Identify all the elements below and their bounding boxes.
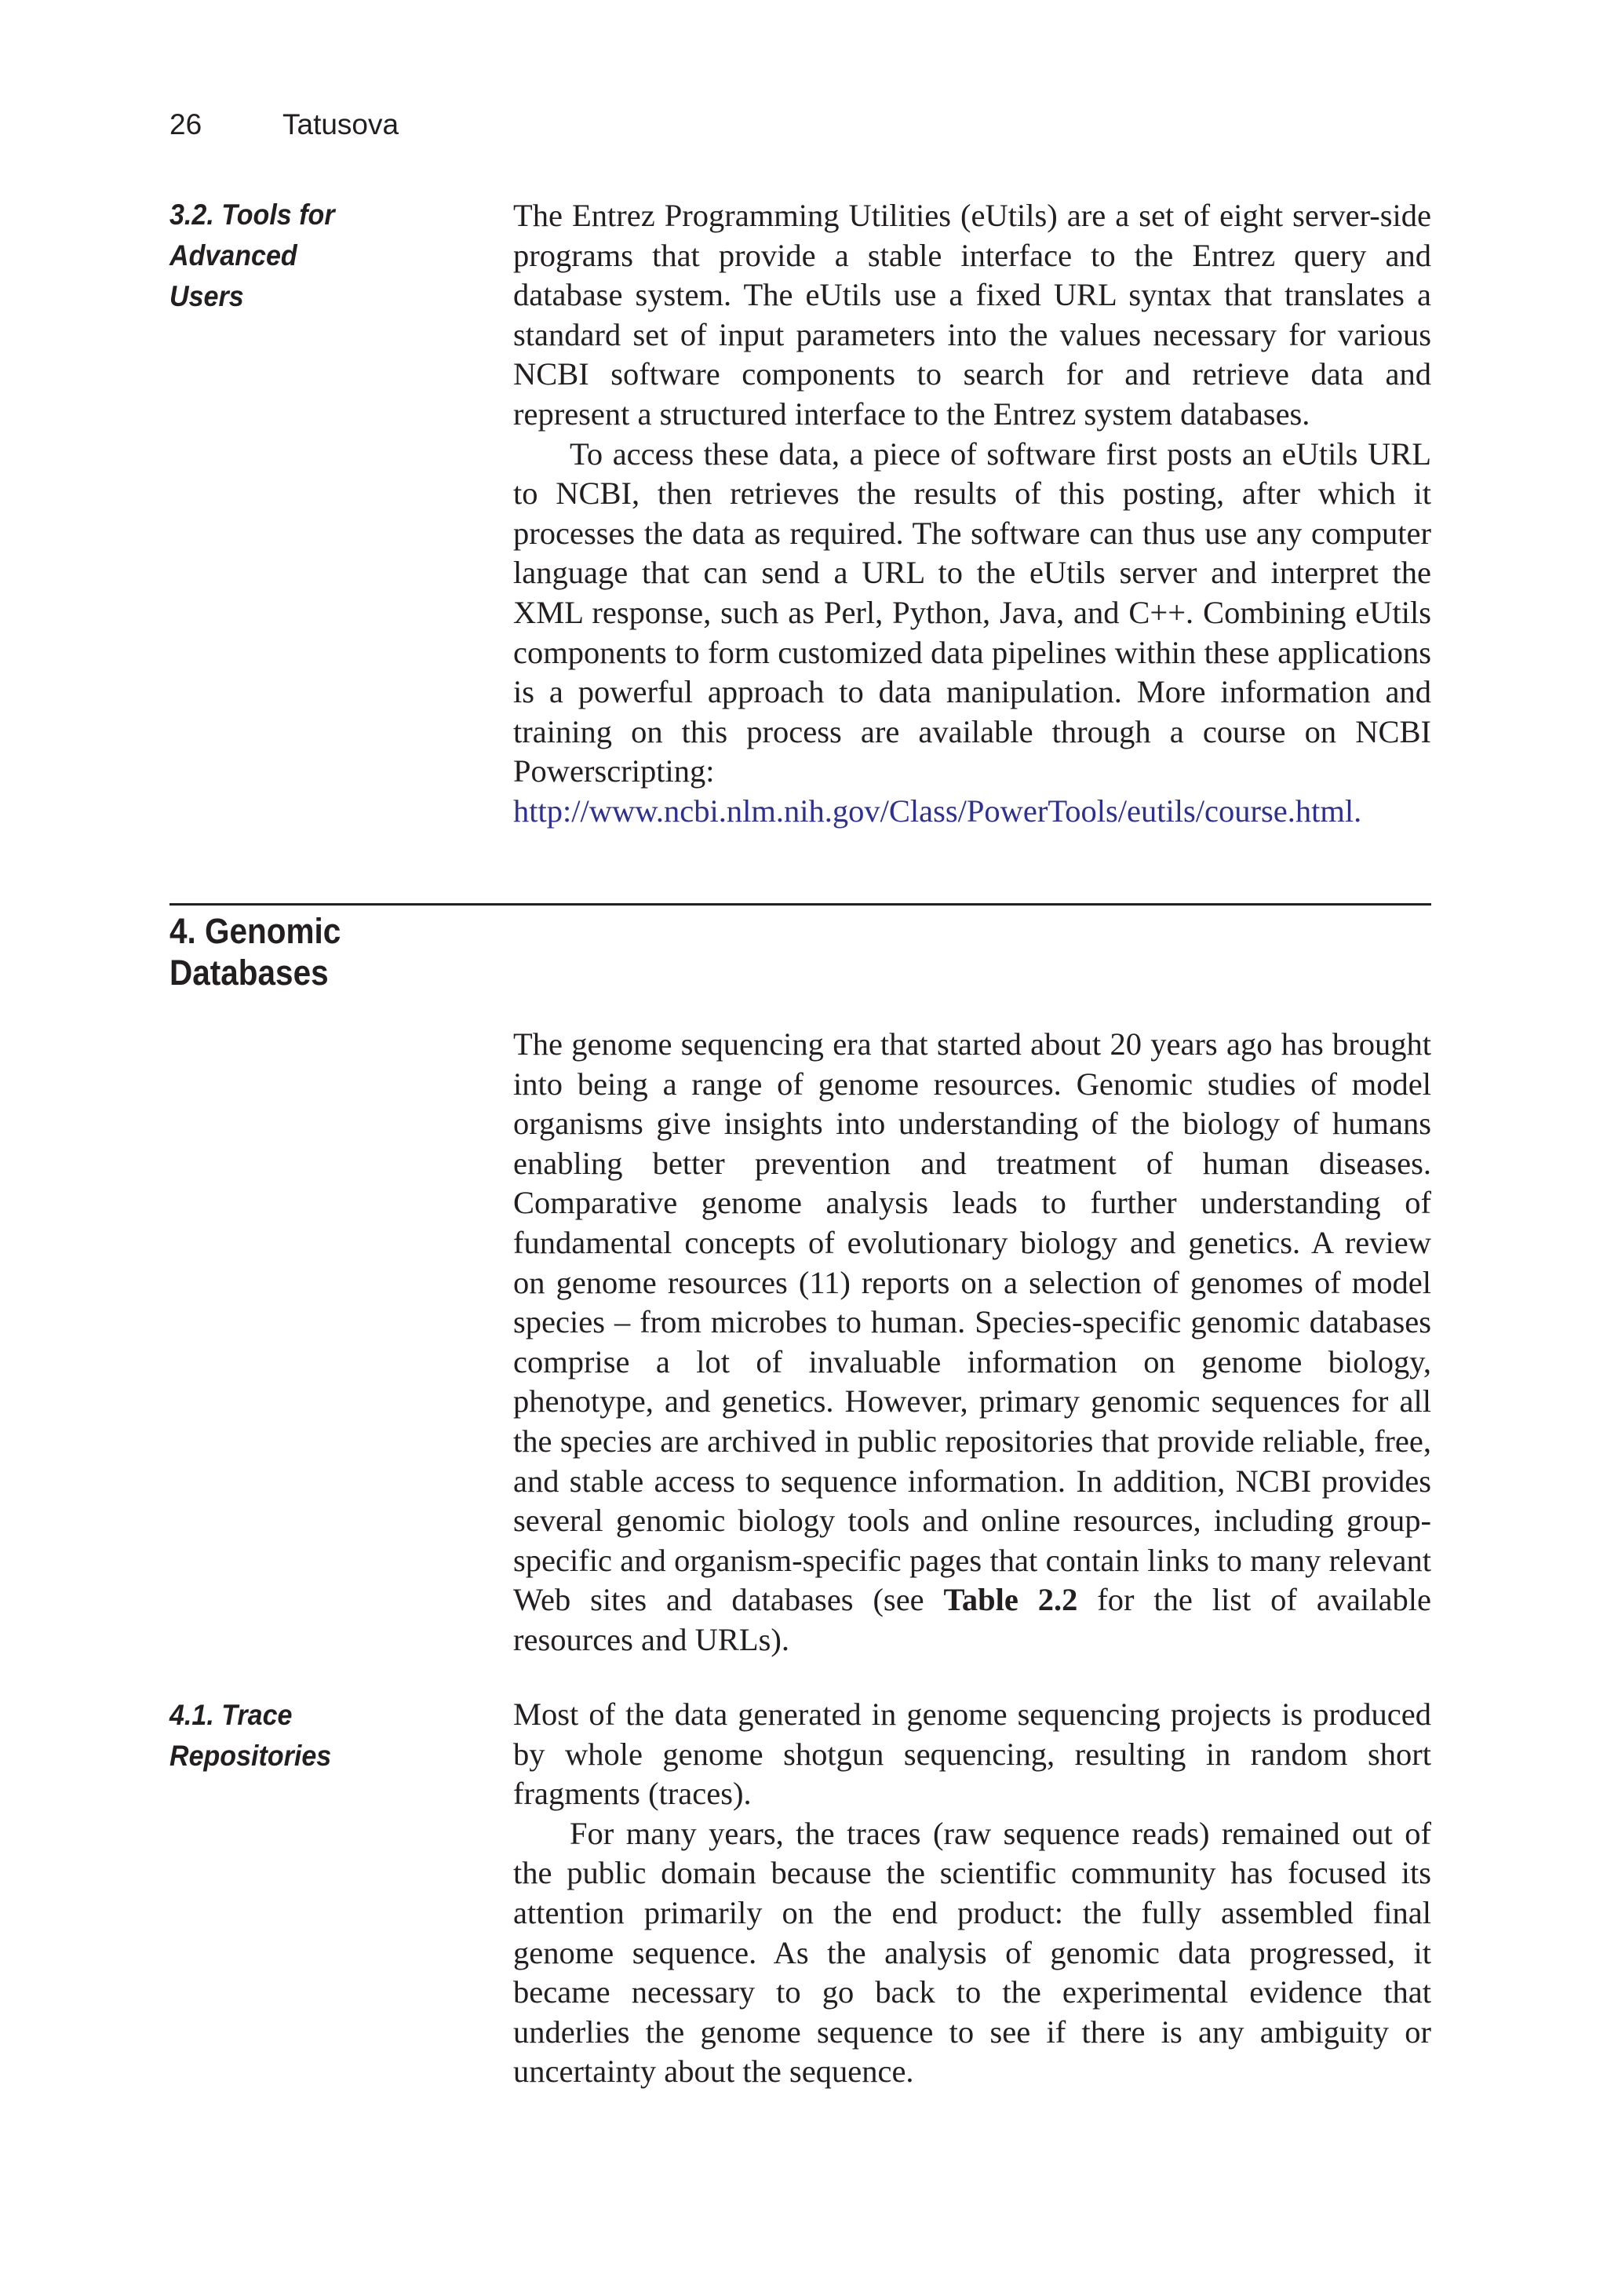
section-4-paragraph-1: [513, 1025, 1431, 1660]
section-3-2-heading-line2: Users: [169, 280, 244, 312]
section-4-1-paragraph-2: For many years, the traces (raw sequence reads) remained out of the public domain because the scientific community has focused its attention primarily on the end product: the fully assembled final genome sequence. As the analysis of genomic data progressed, it became necessary to go back to the experimental evidence that underlies the genome sequence to see if there is any ambiguity or uncertainty about the sequence.: [513, 1815, 1431, 2090]
section-4-body: [513, 1025, 1431, 1660]
running-head: [169, 108, 399, 141]
section-3-2-paragraph-2: [513, 435, 1431, 832]
running-head-author: Tatusova: [282, 108, 399, 140]
section-4-1-heading-text: 4.1. Trace Repositories: [169, 1699, 332, 1772]
section-3-2-paragraph-1: The Entrez Programming Utilities (eUtils) are a set of eight server-side programs that provide a stable interface to the Entrez query and database system. The eUtils use a fixed URL syntax that translates a standard set of input parameters into the values necessary for various NCBI software components to search for and retrieve data and represent a structured interface to the Entrez system databases.: [513, 198, 1431, 432]
section-4-1-heading: [169, 1695, 451, 1777]
section-4-paragraph-1-text: The genome sequencing era that started about 20 years ago has brought into being a range of genome resources. Genomic studies of model organisms give insights into understanding of the biology of humans enabling better prevention and treatment of human diseases. Comparative genome analysis leads to further understanding of fundamental concepts of evolutionary biology and genetics. A review on genome resources (11) reports on a selection of genomes of model species – from microbes to human. Species-specific genomic databases comprise a lot of invaluable information on genome biology, phenotype, and genetics. However, primary genomic sequences for all the species are archived in public repositories that provide reliable, free, and stable access to sequence information. In addition, NCBI provides several genomic biology tools and online resources, including group-specific and organism-specific pages that contain links to many relevant Web sites and databases (see: [513, 1026, 1431, 1618]
section-4-1-body: [513, 1695, 1431, 2092]
page-number: 26: [169, 108, 202, 140]
section-3-2-heading-line1: 3.2. Tools for Advanced: [169, 199, 335, 272]
section-4-heading: [169, 910, 466, 993]
section-4-paragraph-1-end: for the list of available resources and URLs).: [513, 1582, 1431, 1657]
section-3-2-paragraph-2-text: To access these data, a piece of software first posts an eUtils URL to NCBI, then retrieves the results of this posting, after which it processes the data as required. The software can thus use any computer language that can send a URL to the eUtils server and interpret the XML response, such as Perl, Python, Java, and C++. Combining eUtils components to form customized data pipelines within these applications is a powerful approach to data manipulation. More information and training on this process are available through a course on NCBI Powerscripting:: [513, 436, 1431, 789]
table-2-2-reference: Table 2.2: [943, 1582, 1078, 1618]
section-4-heading-line1: 4. Genomic: [169, 911, 341, 951]
section-4-1-paragraph-1: Most of the data generated in genome sequencing projects is produced by whole genome shotgun sequencing, resulting in random short fragments (traces).: [513, 1696, 1431, 1812]
section-3-2-heading: [169, 195, 451, 317]
section-4-heading-line2: Databases: [169, 953, 329, 993]
powerscripting-course-link[interactable]: http://www.ncbi.nlm.nih.gov/Class/PowerTools/eutils/course.html.: [513, 793, 1362, 829]
section-divider: [169, 903, 1431, 906]
section-3-2-body: [513, 196, 1431, 832]
